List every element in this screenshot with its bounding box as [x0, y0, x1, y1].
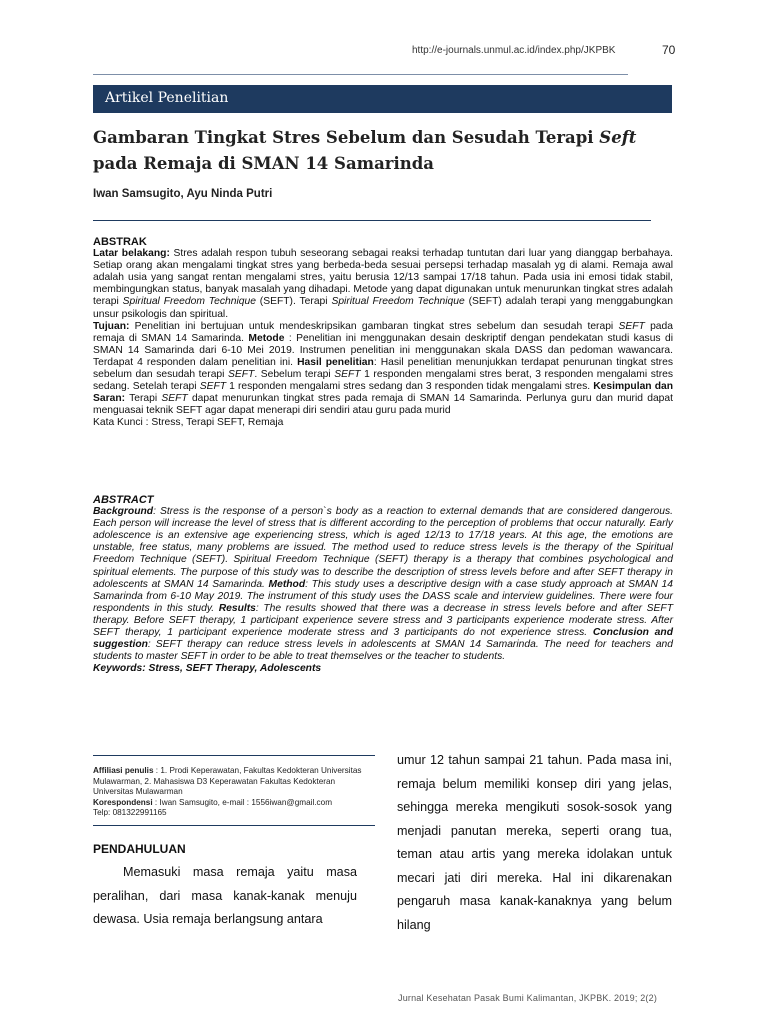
- label: Tujuan:: [93, 320, 135, 332]
- term: SEFT: [334, 369, 361, 381]
- text: : Stress is the response of a person`s body as a reaction to external demands that are considered dangerous. Each person will increase the level of stress that is different according to the perception of problems that occur naturally. Early adolescence is an extensive age experiencing stress, which is aged 12/13 to 17/18 years. At this age, the emotions are unstable, free status, many problems are issued. The method used to reduce stress levels is the therapy of the Spiritual Freedom Technique (SEFT). Spiritual Freedom Technique (SEFT) therapy is a therapy that combines psychological and spiritual elements. The purpose of this study was to describe the description of stress levels before and after SEFT therapy in adolescents at SMAN 14 Samarinda.: [93, 506, 673, 590]
- affiliation-box: [93, 755, 375, 826]
- title-italic: Seft: [599, 128, 637, 147]
- abstract-keywords: Keywords: Stress, SEFT Therapy, Adolescents: [93, 663, 322, 675]
- text: 1 responden mengalami stres sedang dan 3 responden tidak mengalami stres.: [226, 381, 594, 393]
- page-number: 70: [662, 43, 676, 57]
- label: Latar belakang:: [93, 248, 170, 260]
- text: Stres adalah respon tubuh seseorang sebagai reaksi terhadap tuntutan dari luar yang dianggap berbahaya. Setiap orang akan mengalami tingkat stres yang berbeda-beda sesuai persepsi terhadap masalah yg di alami. Remaja awal adalah usia yang sangat rentan mengalami stres, yaitu berusia 12/13 sampai 17/18 tahun. Pada usia ini emosi tidak stabil, membingungkan status, banyak masalah yang dihadapi. Metode yang dapat digunakan untuk menurunkan tingkat stres adalah terapi: [93, 248, 674, 308]
- paragraph: Memasuki masa remaja yaitu masa peralihan, dari masa kanak-kanak menuju dewasa. Usia remaja berlangsung antara: [93, 865, 357, 926]
- text: (SEFT) adalah terapi yang menggabungkan unsur psikologis dan spiritual.: [93, 296, 674, 320]
- title-part: Gambaran Tingkat Stres Sebelum dan Sesudah Terapi: [93, 128, 600, 147]
- abstrak-body: [93, 248, 673, 417]
- label: Background: [93, 506, 154, 518]
- text: Terapi: [125, 393, 162, 405]
- abstract-divider: [93, 220, 651, 221]
- journal-url[interactable]: http://e-journals.unmul.ac.id/index.php/JKPBK: [412, 45, 616, 56]
- label: Korespondensi: [93, 797, 153, 807]
- affiliation-text: [93, 766, 375, 798]
- article-type-label: Artikel Penelitian: [105, 90, 229, 106]
- text: : Iwan Samsugito, e-mail : 1556iwan@gmail.com: [152, 797, 333, 807]
- text: dapat menurunkan tingkat stres pada remaja di SMAN 14 Samarinda. Perlunya guru dan murid dapat menguasai teknik SEFT agar dapat menerapi diri sendiri atau guru pada murid: [93, 393, 673, 417]
- journal-footer: Jurnal Kesehatan Pasak Bumi Kalimantan, JKPBK. 2019; 2(2): [398, 993, 658, 1003]
- abstrak-keywords: Kata Kunci : Stress, Terapi SEFT, Remaja: [93, 417, 284, 429]
- phone-text: Telp: 081322991165: [93, 808, 167, 818]
- text: : This study uses a descriptive design with a case study approach at SMAN 14 Samarinda from 6-10 May 2019. The instrument of this study uses the DASS scale and interview guidelines. There were four respondents in this study.: [93, 578, 673, 614]
- intro-left-column: [93, 861, 357, 932]
- abstrak-section: [93, 236, 673, 430]
- label: Kesimpulan dan Saran:: [93, 381, 674, 405]
- article-type-banner: [93, 85, 672, 113]
- paragraph: umur 12 tahun sampai 21 tahun. Pada masa ini, remaja belum memiliki konsep diri yang jelas, sehingga mereka mengikuti sosok-sosok yang menjadi panutan mereka, seperti orang tua, teman atau artis yang mereka idolakan untuk mecari jati diri mereka. Hal ini dikarenakan pengaruh masa kanak-kanaknya yang belum hilang: [397, 753, 672, 932]
- text: 1 responden mengalami stres berat, 3 responden mengalami stres sedang. Setelah terapi: [93, 369, 674, 393]
- title-part: pada Remaja di SMAN 14 Samarinda: [93, 154, 434, 173]
- authors: Iwan Samsugito, Ayu Ninda Putri: [93, 188, 273, 200]
- text: : SEFT therapy can reduce stress levels in adolescents at SMAN 14 Samarinda. The need for teachers and students to master SEFT in order to be able to treat themselves or the teacher to students.: [93, 639, 673, 663]
- label: Hasil penelitian: [297, 356, 374, 368]
- text: Penelitian ini bertujuan untuk mendeskripsikan gambaran tingkat stres sebelum dan sesudah terapi: [134, 320, 619, 332]
- label: Metode: [248, 332, 285, 344]
- text: (SEFT). Terapi: [255, 296, 332, 308]
- article-title: [93, 125, 673, 177]
- term: SEFT: [228, 369, 255, 381]
- text: : 1. Prodi Keperawatan, Fakultas Kedokteran Universitas Mulawarman, 2. Mahasiswa D3 Keperawatan Fakultas Kedokteran Universitas Mulawarman: [93, 766, 362, 797]
- header-divider: [93, 74, 628, 75]
- text: pada remaja di SMAN 14 Samarinda.: [93, 320, 673, 344]
- abstrak-heading: ABSTRAK: [93, 236, 147, 248]
- term: Spiritual Freedom Technique: [331, 296, 465, 308]
- intro-right-column: [397, 749, 672, 937]
- label: Results: [218, 602, 256, 614]
- text: . Sebelum terapi: [254, 369, 335, 381]
- label: Method: [268, 578, 306, 590]
- text: : Hasil penelitian menunjukkan terdapat penurunan tingkat stres sebelum dan sesudah terapi: [93, 356, 673, 381]
- correspondence-text: [93, 798, 375, 809]
- term: SEFT: [199, 381, 227, 393]
- abstract-heading: ABSTRACT: [93, 494, 154, 506]
- label: Conclusion and suggestion: [93, 627, 673, 651]
- label: Affiliasi penulis: [93, 766, 154, 775]
- term: SEFT: [618, 320, 645, 332]
- intro-heading: PENDAHULUAN: [93, 842, 186, 856]
- text: : The results showed that there was a decrease in stress levels before and after SEFT therapy. Before SEFT therapy, 1 participant experience severe stress and 3 participants experience moderate stress. After SEFT therapy, 1 participant experience moderate stress and 3 participants do not experience stress.: [93, 602, 673, 639]
- abstract-section: [93, 494, 673, 675]
- term: SEFT: [161, 393, 188, 405]
- term: Spiritual Freedom Technique: [122, 296, 256, 308]
- text: : Penelitian ini menggunakan desain deskriptif dengan pendekatan studi kasus di SMAN 14 Samarinda dari 6-10 Mei 2019. Instrumen penelitian ini menggunakan skala DASS dan pedoman wawancara. Terdapat 4 responden dalam penelitian ini.: [93, 332, 674, 368]
- abstract-body: [93, 506, 673, 663]
